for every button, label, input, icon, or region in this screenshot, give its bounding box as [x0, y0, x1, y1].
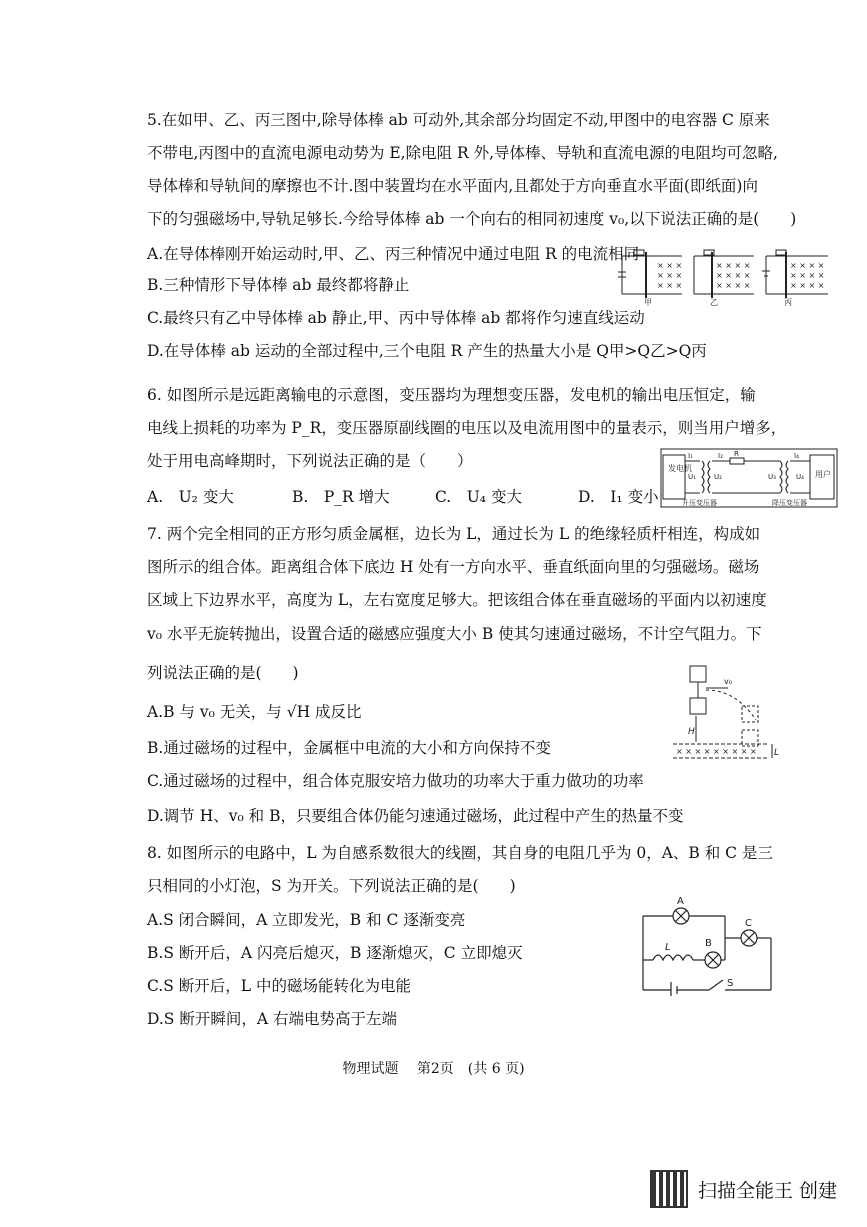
q5-stem-line-1: 5.在如甲、乙、丙三图中,除导体棒 ab 可动外,其余部分均固定不动,甲图中的电容器 C 原来	[147, 111, 770, 129]
svg-text:升压变压器: 升压变压器	[682, 499, 717, 507]
q8-stem-line-2: 只相同的小灯泡，S 为开关。下列说法正确的是( )	[147, 877, 516, 895]
svg-text:降压变压器: 降压变压器	[772, 499, 807, 507]
svg-text:乙: 乙	[710, 298, 718, 306]
q6-option-c: C. U₄ 变大	[435, 488, 522, 506]
svg-text:L: L	[665, 942, 671, 953]
svg-text:B: B	[705, 938, 712, 949]
q5-stem-line-3: 导体棒和导轨间的摩擦也不计.图中装置均在水平面内,且都处于方向垂直水平面(即纸面)向	[147, 177, 758, 195]
q5-option-d: D.在导体棒 ab 运动的全部过程中,三个电阻 R 产生的热量大小是 Q甲>Q乙>Q丙	[147, 342, 707, 360]
q7-figure	[668, 660, 783, 770]
q7-stem-line-5: 列说法正确的是( )	[147, 664, 299, 682]
q5-figure-bing	[762, 250, 828, 306]
svg-text:发电机: 发电机	[668, 464, 692, 473]
q5-stem-line-4: 下的匀强磁场中,导轨足够长.今给导体棒 ab 一个向右的相同初速度 v₀,以下说法正确的是( )	[147, 210, 797, 228]
svg-text:H: H	[688, 727, 695, 737]
svg-text:× × × ×: × × × ×	[790, 271, 825, 280]
q8-option-d: D.S 断开瞬间，A 右端电势高于左端	[147, 1010, 397, 1028]
q5-stem-line-2: 不带电,丙图中的直流电源电动势为 E,除电阻 R 外,导体棒、导轨和直流电源的电阻均可忽略,	[147, 144, 778, 162]
q6-stem-line-1: 6. 如图所示是远距离输电的示意图，变压器均为理想变压器，发电机的输出电压恒定，输	[147, 386, 756, 404]
svg-text:L: L	[774, 748, 780, 758]
q8-option-b: B.S 断开后，A 闪亮后熄灭，B 逐渐熄灭，C 立即熄灭	[147, 944, 523, 962]
q5-option-a: A.在导体棒刚开始运动时,甲、乙、丙三种情况中通过电阻 R 的电流相同	[147, 245, 640, 263]
svg-text:× × × × × × × × ×: × × × × × × × × ×	[676, 747, 757, 756]
svg-text:I₁: I₁	[688, 452, 693, 460]
svg-text:S: S	[727, 978, 734, 989]
q7-option-a: A.B 与 v₀ 无关，与 √H 成反比	[147, 703, 362, 721]
q6-option-d: D. I₁ 变小	[578, 488, 659, 506]
svg-text:I₄: I₄	[794, 452, 799, 460]
q6-figure	[660, 447, 840, 509]
q8-stem-line-1: 8. 如图所示的电路中，L 为自感系数很大的线圈，其自身的电阻几乎为 0，A、B 和 C 是三	[147, 844, 773, 862]
svg-text:v₀: v₀	[724, 677, 732, 686]
q6-option-b: B. P_R 增大	[292, 488, 390, 506]
q8-option-a: A.S 闭合瞬间，A 立即发光，B 和 C 逐渐变亮	[147, 911, 466, 929]
page-footer: 物理试题 第2页 (共 6 页)	[342, 1061, 525, 1077]
scanner-watermark	[650, 1170, 837, 1208]
svg-text:U₄: U₄	[796, 473, 804, 481]
svg-text:甲: 甲	[644, 298, 652, 306]
svg-text:C: C	[745, 918, 752, 929]
qr-code-icon	[650, 1170, 688, 1208]
q5-option-c: C.最终只有乙中导体棒 ab 静止,甲、丙中导体棒 ab 都将作匀速直线运动	[147, 309, 645, 327]
q6-stem-line-2: 电线上损耗的功率为 P_R，变压器原副线圈的电压以及电流用图中的量表示，则当用户增多，	[147, 419, 787, 437]
q6-stem-line-3: 处于用电高峰期时，下列说法正确的是（ ）	[147, 452, 473, 470]
q7-option-d: D.调节 H、v₀ 和 B，只要组合体仍能匀速通过磁场，此过程中产生的热量不变	[147, 807, 684, 825]
q7-stem-line-2: 图所示的组合体。距离组合体下底边 H 处有一方向水平、垂直纸面向里的匀强磁场。磁场	[147, 558, 760, 576]
q5-figure	[612, 244, 842, 306]
svg-text:I₂: I₂	[718, 452, 723, 460]
q6-option-a: A. U₂ 变大	[147, 488, 234, 506]
q5-figure-jia	[618, 250, 682, 306]
q7-option-b: B.通过磁场的过程中，金属框中电流的大小和方向保持不变	[147, 739, 551, 757]
svg-text:× × × ×: × × × ×	[716, 281, 751, 290]
svg-text:× × ×: × × ×	[657, 281, 683, 290]
svg-text:A: A	[677, 896, 684, 907]
q8-option-c: C.S 断开后，L 中的磁场能转化为电能	[147, 977, 412, 995]
q7-stem-line-3: 区域上下边界水平，高度为 L，左右宽度足够大。把该组合体在垂直磁场的平面内以初速度	[147, 591, 767, 609]
svg-text:U₁: U₁	[688, 473, 696, 481]
q5-figure-yi	[694, 250, 754, 306]
svg-text:R: R	[734, 450, 739, 458]
watermark-text: 扫描全能王 创建	[698, 1179, 838, 1202]
svg-text:丙: 丙	[784, 298, 792, 306]
svg-text:× × ×: × × ×	[657, 261, 683, 270]
q7-option-c: C.通过磁场的过程中，组合体克服安培力做功的功率大于重力做功的功率	[147, 772, 644, 790]
svg-text:U₂: U₂	[714, 473, 722, 481]
svg-text:用户: 用户	[815, 470, 831, 479]
svg-text:U₃: U₃	[768, 473, 776, 481]
svg-text:× × × ×: × × × ×	[716, 271, 751, 280]
q5-option-b: B.三种情形下导体棒 ab 最终都将静止	[147, 276, 410, 294]
svg-text:× × ×: × × ×	[657, 271, 683, 280]
q7-stem-line-4: v₀ 水平无旋转抛出，设置合适的磁感应强度大小 B 使其匀速通过磁场，不计空气阻力。下	[147, 625, 762, 643]
q8-figure	[635, 892, 780, 996]
svg-text:× × × ×: × × × ×	[790, 281, 825, 290]
q7-stem-line-1: 7. 两个完全相同的正方形匀质金属框，边长为 L，通过长为 L 的绝缘轻质杆相连，构成如	[147, 525, 761, 543]
svg-text:× × × ×: × × × ×	[790, 261, 825, 270]
svg-text:× × × ×: × × × ×	[716, 261, 751, 270]
